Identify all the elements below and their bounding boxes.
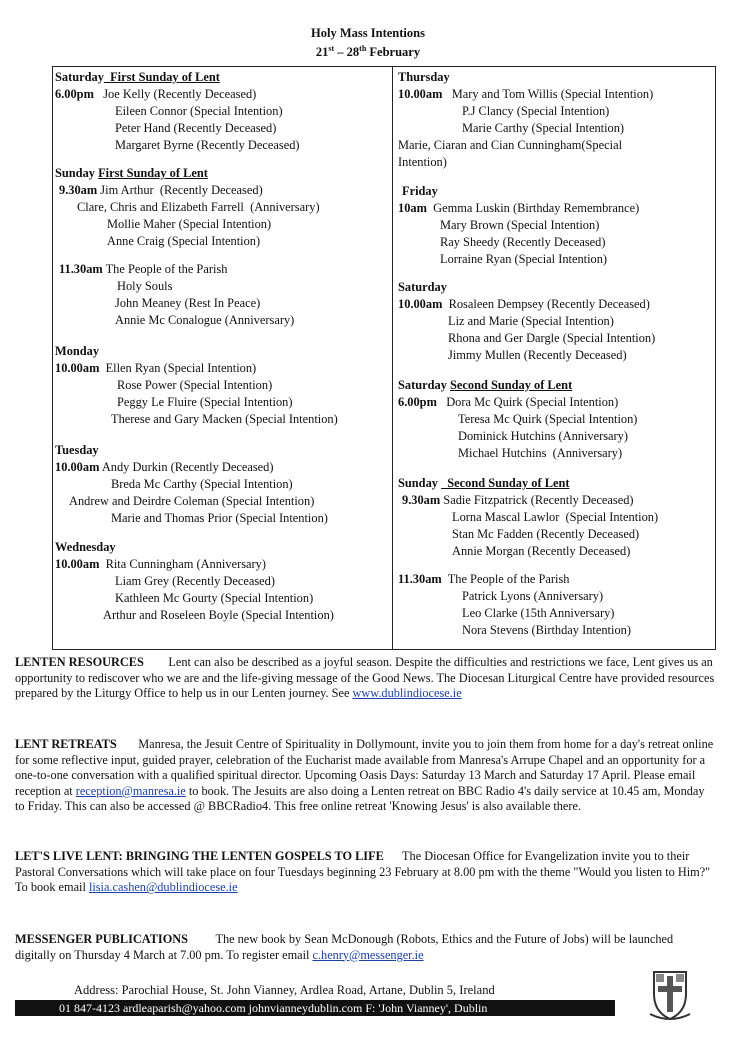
intention-line — [402, 183, 438, 200]
intention-line — [115, 103, 283, 120]
intention-text: Jimmy Mullen (Recently Deceased) — [448, 348, 627, 362]
intention-line — [55, 69, 220, 86]
intention-text: Rhona and Ger Dargle (Special Intention) — [448, 331, 656, 345]
column-divider — [392, 67, 393, 649]
intention-line — [452, 526, 639, 543]
intention-line — [398, 154, 447, 171]
book-prefix: To book email — [15, 880, 89, 895]
intention-heading-text: Second Sunday of Lent — [449, 378, 573, 392]
intention-line — [111, 510, 328, 527]
parish-crest-icon — [648, 968, 692, 1022]
intention-text: The People of the Parish — [102, 262, 228, 276]
intention-line — [458, 411, 637, 428]
intention-text: Ray Sheedy (Recently Deceased) — [440, 235, 606, 249]
intention-line — [103, 607, 334, 624]
intention-text: Holy Souls — [117, 279, 173, 293]
intention-text: Ellen Ryan (Special Intention) — [99, 361, 257, 375]
intention-heading-text: Wednesday — [55, 540, 116, 554]
intention-heading-text: First Sunday of Lent — [103, 70, 220, 84]
intention-text: Liam Grey (Recently Deceased) — [115, 574, 275, 588]
intention-text: Margaret Byrne (Recently Deceased) — [115, 138, 300, 152]
intention-text: Marie Carthy (Special Intention) — [462, 121, 625, 135]
intention-text: P.J Clancy (Special Intention) — [462, 104, 610, 118]
intention-line — [462, 588, 603, 605]
intention-text: Nora Stevens (Birthday Intention) — [462, 623, 631, 637]
intention-text: Therese and Gary Macken (Special Intention) — [111, 412, 338, 426]
intention-line — [55, 459, 274, 476]
intention-text: Eileen Connor (Special Intention) — [115, 104, 283, 118]
intention-line — [115, 120, 276, 137]
intention-line — [111, 411, 338, 428]
intention-line — [462, 605, 614, 622]
intention-line — [55, 360, 256, 377]
intention-line — [107, 233, 260, 250]
intention-line — [115, 573, 275, 590]
intention-text: Andrew and Deirdre Coleman (Special Intention) — [69, 494, 315, 508]
intention-text: Dora Mc Quirk (Special Intention) — [436, 395, 619, 409]
intention-text: Anne Craig (Special Intention) — [107, 234, 261, 248]
intention-text: Peggy Le Fluire (Special Intention) — [117, 395, 293, 409]
intention-text: Kathleen Mc Gourty (Special Intention) — [115, 591, 314, 605]
intention-heading-text: Saturday — [55, 70, 104, 84]
intention-line — [77, 199, 320, 216]
intention-text: Marie, Ciaran and Cian Cunningham(Special — [398, 138, 623, 152]
intention-heading-text: 10.00am — [55, 361, 100, 375]
intention-heading-text: 10.00am — [398, 87, 443, 101]
intention-line — [440, 217, 599, 234]
intention-line — [69, 493, 314, 510]
intention-line — [398, 69, 450, 86]
intention-line — [462, 103, 609, 120]
intention-heading-text: Sunday — [398, 476, 442, 490]
intention-text: Patrick Lyons (Anniversary) — [462, 589, 604, 603]
intention-text: Sadie Fitzpatrick (Recently Deceased) — [440, 493, 634, 507]
intention-line — [398, 571, 570, 588]
intention-line — [55, 343, 99, 360]
section-title: MESSENGER PUBLICATIONS — [15, 932, 188, 946]
section-title: LET'S LIVE LENT: BRINGING THE LENTEN GOSPELS TO LIFE — [15, 849, 384, 863]
intention-text: Peter Hand (Recently Deceased) — [115, 121, 277, 135]
intention-line — [448, 313, 614, 330]
intention-heading-text: Thursday — [398, 70, 450, 84]
intention-heading-text: Sunday — [55, 166, 99, 180]
intention-text: Gemma Luskin (Birthday Remembrance) — [426, 201, 640, 215]
section-title: LENT RETREATS — [15, 737, 117, 751]
parish-address: Address: Parochial House, St. John Vianney, Ardlea Road, Artane, Dublin 5, Ireland — [74, 983, 495, 997]
intention-line — [115, 295, 260, 312]
section-body: The Diocesan Office for Evangelization invite you to their Pastoral Conversations which will take place on four Tuesdays beginning 23 February at 8.00 pm with the theme "Would you listen to Him?" — [15, 849, 711, 879]
intention-heading-text: Second Sunday of Lent — [441, 476, 570, 490]
intention-line — [59, 261, 227, 278]
intention-heading-text: 6.00pm — [398, 395, 437, 409]
messenger-email-link[interactable]: c.henry@messenger.ie — [312, 947, 424, 962]
intention-heading-text: 10am — [398, 201, 427, 215]
intention-line — [55, 165, 208, 182]
intention-line — [115, 137, 300, 154]
intention-text: Annie Mc Conalogue (Anniversary) — [115, 313, 295, 327]
parish-contact-bar: 01 847-4123 ardleaparish@yahoo.com johnvianneydublin.com F: 'John Vianney', Dublin — [15, 1000, 615, 1016]
intention-text: Arthur and Roseleen Boyle (Special Intention) — [103, 608, 334, 622]
intention-text: Breda Mc Carthy (Special Intention) — [111, 477, 293, 491]
intention-heading-text: 9.30am — [402, 493, 441, 507]
intention-line — [55, 539, 116, 556]
page-title: Holy Mass Intentions — [311, 26, 425, 40]
intention-line — [452, 543, 630, 560]
intention-heading-text: 11.30am — [398, 572, 442, 586]
intention-text: Lorraine Ryan (Special Intention) — [440, 252, 608, 266]
lisia-email-link[interactable]: lisia.cashen@dublindiocese.ie — [88, 880, 238, 895]
intention-line — [398, 377, 572, 394]
section-body: The new book by Sean McDonough (Robots, Ethics and the Future of Jobs) will be launched digitally on Thursday 4 March at 7.00 pm. To register email — [15, 932, 674, 962]
intention-line — [398, 137, 622, 154]
intention-heading-text: Saturday — [398, 378, 450, 392]
intention-text: Dominick Hutchins (Anniversary) — [458, 429, 628, 443]
intention-text: Michael Hutchins (Anniversary) — [458, 446, 623, 460]
section-title: LENTEN RESOURCES — [15, 655, 144, 669]
intention-text: Mollie Maher (Special Intention) — [107, 217, 272, 231]
section-body: Lent can also be described as a joyful season. Despite the difficulties and restrictions we face, Lent gives us an opportunity to rediscover who we are and the life-giving message of the Good News. The Diocesan Liturgical Centre have provided resources prepared by the Liturgy Office to help us in our Lenten journey. See — [15, 655, 715, 701]
intention-line — [398, 86, 653, 103]
intention-text: Teresa Mc Quirk (Special Intention) — [458, 412, 638, 426]
intention-line — [440, 251, 607, 268]
intention-heading-text: Friday — [402, 184, 438, 198]
intention-text: John Meaney (Rest In Peace) — [115, 296, 261, 310]
intention-text: Rosaleen Dempsey (Recently Deceased) — [442, 297, 650, 311]
intention-heading-text: Monday — [55, 344, 100, 358]
intention-line — [117, 394, 293, 411]
lenten-resources-section — [15, 655, 715, 702]
lent-retreats-section — [15, 737, 715, 815]
intention-text: Leo Clarke (15th Anniversary) — [462, 606, 615, 620]
lets-live-lent-section — [15, 849, 715, 896]
intention-line — [398, 279, 447, 296]
intention-text: Clare, Chris and Elizabeth Farrell (Anniversary) — [77, 200, 320, 214]
intention-heading-text: 10.00am — [55, 557, 100, 571]
intention-text: Rita Cunningham (Anniversary) — [99, 557, 266, 571]
intention-line — [398, 475, 569, 492]
intention-line — [117, 278, 172, 295]
intention-heading-text: 9.30am — [59, 183, 98, 197]
intention-text: Joe Kelly (Recently Deceased) — [93, 87, 257, 101]
intention-heading-text: 11.30am — [59, 262, 103, 276]
intention-line — [448, 347, 627, 364]
intention-line — [107, 216, 271, 233]
manresa-email-link[interactable]: reception@manresa.ie — [75, 783, 186, 798]
intention-line — [452, 509, 658, 526]
intention-text: Andy Durkin (Recently Deceased) — [99, 460, 274, 474]
intention-text: The People of the Parish — [441, 572, 570, 586]
intention-line — [59, 182, 263, 199]
intention-text: Intention) — [398, 155, 447, 169]
intention-text: Rose Power (Special Intention) — [117, 378, 273, 392]
intention-line — [398, 296, 650, 313]
intention-line — [55, 442, 99, 459]
intention-text: Lorna Mascal Lawlor (Special Intention) — [452, 510, 659, 524]
intention-heading-text: 10.00am — [398, 297, 443, 311]
intention-text: Jim Arthur (Recently Deceased) — [97, 183, 263, 197]
intention-line — [55, 556, 266, 573]
intention-line — [402, 492, 634, 509]
intention-text: Stan Mc Fadden (Recently Deceased) — [452, 527, 640, 541]
intention-heading-text: 6.00pm — [55, 87, 94, 101]
intention-line — [440, 234, 605, 251]
intention-line — [448, 330, 655, 347]
intention-line — [117, 377, 272, 394]
intention-text: Annie Morgan (Recently Deceased) — [452, 544, 631, 558]
intention-text: Marie and Thomas Prior (Special Intention) — [111, 511, 328, 525]
intention-heading-text: 10.00am — [55, 460, 100, 474]
intention-text: Mary Brown (Special Intention) — [440, 218, 600, 232]
intention-line — [462, 120, 624, 137]
intention-line — [55, 86, 256, 103]
diocese-link[interactable]: www.dublindiocese.ie — [352, 686, 462, 701]
section-body: Manresa, the Jesuit Centre of Spirituality in Dollymount, invite you to join them from home for a day's retreat online for some reflective input, guided prayer, celebration of the Eucharist made available from Manresa's Arrupe Chapel and an opportunity for a one-to-one conversation with a qualified spiritual director. Upcoming Oasis Days: Saturday 13 March and Saturday 17 April. Please email reception at — [15, 737, 714, 798]
intention-line — [115, 590, 313, 607]
messenger-publications-section — [15, 932, 715, 963]
mass-intentions-header — [0, 26, 736, 60]
intention-line — [398, 200, 639, 217]
intention-heading-text: First Sunday of Lent — [98, 166, 208, 180]
intention-text: Liz and Marie (Special Intention) — [448, 314, 614, 328]
intention-heading-text: Tuesday — [55, 443, 99, 457]
intention-line — [115, 312, 294, 329]
section-body-continued: to book. The Jesuits are also doing a Lenten retreat on BBC Radio 4's daily service at 10.45 am, Monday to Friday. This can also be accessed @ BBCRadio4. This free online retreat 'Knowing Jesus' is also available there. — [15, 783, 705, 814]
intention-line — [111, 476, 293, 493]
intention-line — [398, 394, 618, 411]
intention-line — [458, 428, 628, 445]
date-range: 21st – 28th February — [315, 44, 421, 60]
intention-text: Mary and Tom Willis (Special Intention) — [442, 87, 654, 101]
intention-line — [462, 622, 631, 639]
intention-line — [458, 445, 622, 462]
intentions-table — [52, 66, 716, 650]
intention-heading-text: Saturday — [398, 280, 447, 294]
